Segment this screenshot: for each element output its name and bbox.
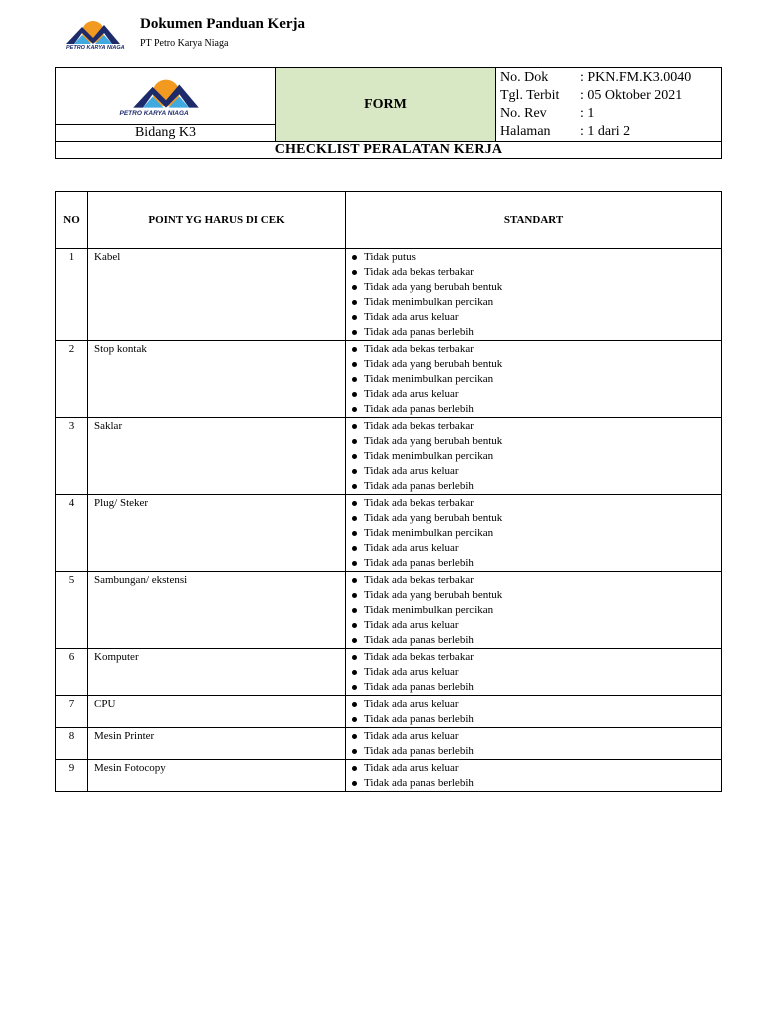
doc-title: Dokumen Panduan Kerja [140,16,306,32]
page-header [64,12,484,56]
standart-item: Tidak ada yang berubah bentuk [350,588,721,603]
table-row [56,649,722,696]
table-row [56,249,722,341]
standart-item: Tidak ada arus keluar [350,541,721,556]
standart-list [346,341,721,417]
check-point: Plug/ Steker [88,495,346,572]
standart-item: Tidak ada panas berlebih [350,479,721,494]
standart-item: Tidak ada bekas terbakar [350,650,721,665]
standart-item: Tidak menimbulkan percikan [350,372,721,387]
standart-item: Tidak menimbulkan percikan [350,449,721,464]
table-row [56,760,722,792]
check-point: CPU [88,696,346,728]
standart-item: Tidak menimbulkan percikan [350,603,721,618]
check-point: Kabel [88,249,346,341]
standart-item: Tidak ada arus keluar [350,387,721,402]
header-standart: STANDART [346,192,722,249]
standart-item: Tidak putus [350,250,721,265]
standart-item: Tidak menimbulkan percikan [350,295,721,310]
check-point: Stop kontak [88,341,346,418]
standart-list [346,495,721,571]
standart-list [346,572,721,648]
table-row [56,418,722,495]
standart-item: Tidak ada bekas terbakar [350,342,721,357]
form-title: CHECKLIST PERALATAN KERJA [56,142,722,159]
standart-item: Tidak ada yang berubah bentuk [350,511,721,526]
standart-item: Tidak ada panas berlebih [350,402,721,417]
check-point: Komputer [88,649,346,696]
form-header-table [55,67,722,159]
standart-item: Tidak ada arus keluar [350,697,721,712]
standart-item: Tidak ada arus keluar [350,464,721,479]
standart-cell [346,495,722,572]
standart-cell [346,649,722,696]
standart-item: Tidak ada bekas terbakar [350,496,721,511]
row-number: 3 [56,418,88,495]
meta-row-tgl-terbit: Tgl. Terbit : 05 Oktober 2021 [500,88,683,103]
row-number: 8 [56,728,88,760]
table-row [56,728,722,760]
standart-list [346,696,721,727]
standart-item: Tidak ada panas berlebih [350,776,721,791]
row-number: 5 [56,572,88,649]
standart-item: Tidak ada yang berubah bentuk [350,357,721,372]
logo-text: PETRO KARYA NIAGA [66,45,125,51]
standart-item: Tidak ada bekas terbakar [350,573,721,588]
row-number: 4 [56,495,88,572]
standart-item: Tidak ada arus keluar [350,618,721,633]
standart-item: Tidak ada yang berubah bentuk [350,280,721,295]
standart-cell [346,418,722,495]
standart-item: Tidak ada panas berlebih [350,325,721,340]
standart-cell [346,341,722,418]
standart-list [346,249,721,340]
standart-item: Tidak ada bekas terbakar [350,265,721,280]
standart-list [346,649,721,695]
row-number: 7 [56,696,88,728]
company-logo-icon [64,18,122,46]
form-logo-text: PETRO KARYA NIAGA [119,109,189,117]
standart-item: Tidak ada arus keluar [350,729,721,744]
standart-item: Tidak ada panas berlebih [350,712,721,727]
bidang-label: Bidang K3 [56,124,276,141]
meta-row-no-rev: No. Rev : 1 [500,106,595,121]
standart-cell [346,696,722,728]
checklist-table [55,191,722,792]
check-point: Mesin Printer [88,728,346,760]
standart-list [346,418,721,494]
standart-list [346,728,721,759]
form-logo-icon [128,76,204,110]
header-no: NO [56,192,88,249]
check-point: Saklar [88,418,346,495]
standart-list [346,760,721,791]
standart-cell [346,760,722,792]
standart-cell [346,572,722,649]
table-row [56,341,722,418]
standart-item: Tidak ada panas berlebih [350,633,721,648]
standart-item: Tidak ada arus keluar [350,665,721,680]
table-row [56,696,722,728]
standart-item: Tidak ada bekas terbakar [350,419,721,434]
check-point: Mesin Fotocopy [88,760,346,792]
check-point: Sambungan/ ekstensi [88,572,346,649]
checklist-header-row [56,192,722,249]
standart-item: Tidak ada panas berlebih [350,556,721,571]
header-point: POINT YG HARUS DI CEK [88,192,346,249]
table-row [56,495,722,572]
standart-item: Tidak menimbulkan percikan [350,526,721,541]
standart-item: Tidak ada panas berlebih [350,744,721,759]
meta-row-no-dok: No. Dok : PKN.FM.K3.0040 [500,70,692,85]
doc-meta [496,68,722,142]
standart-item: Tidak ada arus keluar [350,310,721,325]
form-label: FORM [276,68,496,142]
row-number: 6 [56,649,88,696]
row-number: 9 [56,760,88,792]
checklist-body [56,249,722,792]
meta-row-halaman: Halaman : 1 dari 2 [500,124,631,139]
standart-cell [346,728,722,760]
standart-cell [346,249,722,341]
row-number: 1 [56,249,88,341]
table-row [56,572,722,649]
standart-item: Tidak ada arus keluar [350,761,721,776]
company-name: PT Petro Karya Niaga [140,38,229,49]
row-number: 2 [56,341,88,418]
form-logo-cell [56,68,276,125]
standart-item: Tidak ada yang berubah bentuk [350,434,721,449]
standart-item: Tidak ada panas berlebih [350,680,721,695]
